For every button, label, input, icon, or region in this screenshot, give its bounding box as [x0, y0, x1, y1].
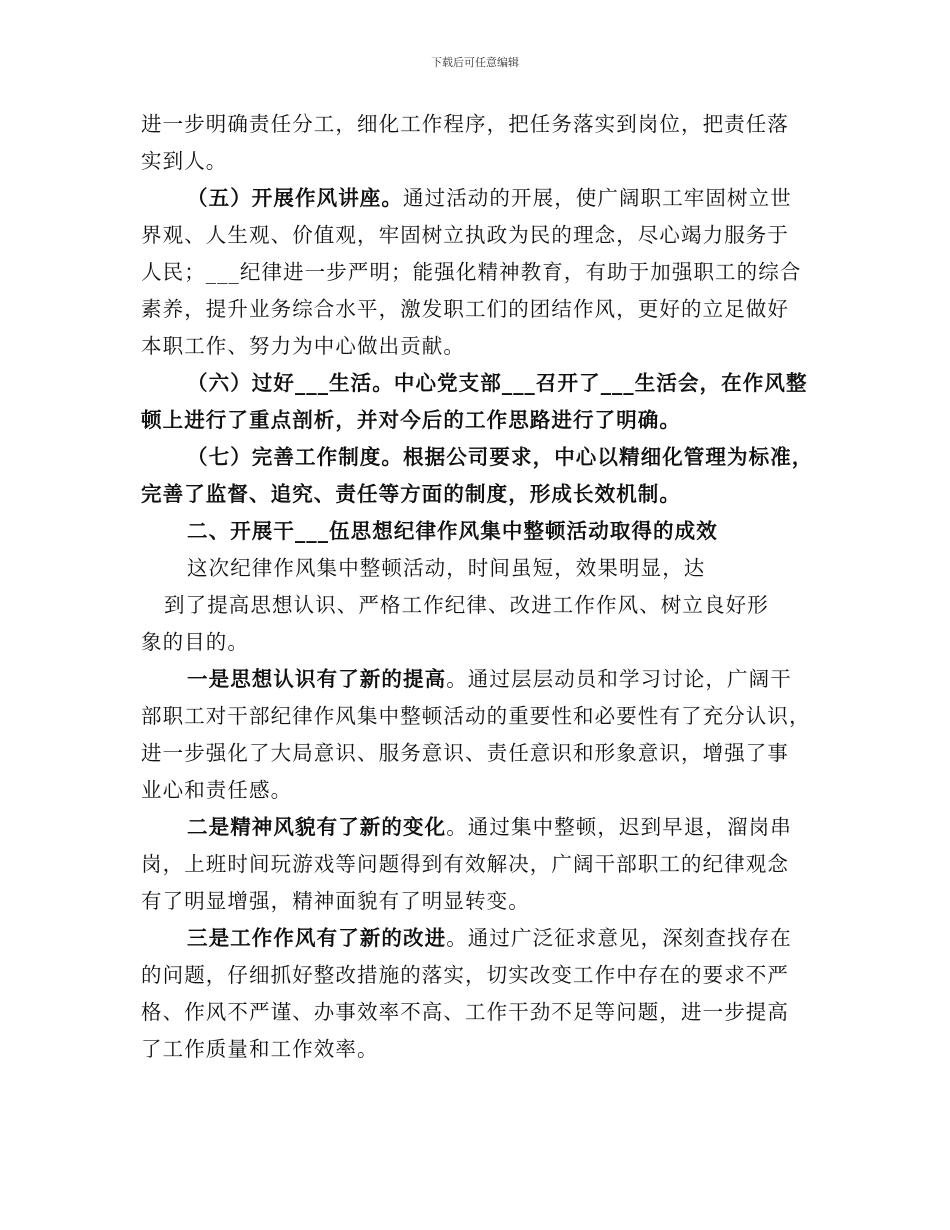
- paragraph-line: 岗，上班时间玩游戏等问题得到有效解决，广阔干部职工的纪律观念: [141, 852, 789, 876]
- paragraph-lead: 一是思想认识有了新的提高: [187, 667, 447, 691]
- paragraph-8: [141, 661, 811, 809]
- paragraph-line: 。通过广泛征求意见，深刻查找存在: [446, 926, 792, 950]
- paragraph-line: 业心和责任感。: [141, 778, 293, 802]
- paragraph-line: 这次纪律作风集中整顿活动，时间虽短，效果明显，达: [187, 556, 706, 580]
- paragraph-line: 界观、人生观、价值观，牢固树立执政为民的理念，尽心竭力服务于: [141, 223, 789, 247]
- paragraph-line: （六）过好___生活。中心党支部___召开了___生活会，在作风整: [187, 371, 808, 395]
- paragraph-line: 素养，提升业务综合水平，激发职工们的团结作风，更好的立足做好: [141, 297, 789, 321]
- paragraph-line: 通过活动的开展，使广阔职工牢固树立世: [403, 186, 792, 210]
- paragraph-1: [141, 106, 811, 180]
- document-body: [141, 106, 814, 1068]
- paragraph-line: 顿上进行了重点剖析，并对今后的工作思路进行了明确。: [141, 408, 681, 432]
- paragraph-lead: 二是精神风貌有了新的变化: [187, 815, 447, 839]
- paragraph-lead: 三是工作作风有了新的改进: [187, 926, 447, 950]
- paragraph-line: 到了提高思想认识、严格工作纪律、改进工作作风、树立良好形: [164, 593, 769, 617]
- paragraph-line: 了工作质量和工作效率。: [141, 1037, 379, 1061]
- paragraph-6: [141, 550, 811, 587]
- section-heading: [141, 513, 811, 550]
- paragraph-line: 进一步明确责任分工，细化工作程序，把任务落实到岗位，把责任落: [141, 112, 789, 136]
- paragraph-line: 完善了监督、追究、责任等方面的制度，形成长效机制。: [141, 482, 681, 506]
- paragraph-10: [141, 920, 811, 1068]
- paragraph-line: 象的目的。: [141, 630, 249, 654]
- paragraph-line: 。通过集中整顿，迟到早退，溜岗串: [446, 815, 792, 839]
- paragraph-line: （七）完善工作制度。根据公司要求，中心以精细化管理为标准，: [187, 445, 814, 469]
- paragraph-line: 。通过层层动员和学习讨论，广阔干: [446, 667, 792, 691]
- paragraph-7: [141, 587, 811, 661]
- paragraph-line: 格、作风不严谨、办事效率不高、工作干劲不足等问题，进一步提高: [141, 1000, 789, 1024]
- paragraph-line: 的问题，仔细抓好整改措施的落实，切实改变工作中存在的要求不严: [141, 963, 789, 987]
- paragraph-line: 二、开展干___伍思想纪律作风集中整顿活动取得的成效: [187, 519, 718, 543]
- paragraph-line: 进一步强化了大局意识、服务意识、责任意识和形象意识，增强了事: [141, 741, 789, 765]
- paragraph-line: 本职工作、努力为中心做出贡献。: [141, 334, 465, 358]
- paragraph-line: 实到人。: [141, 149, 228, 173]
- paragraph-line: 有了明显增强，精神面貌有了明显转变。: [141, 889, 530, 913]
- paragraph-line: 部职工对干部纪律作风集中整顿活动的重要性和必要性有了充分认识，: [141, 704, 811, 728]
- paragraph-4: [141, 439, 814, 513]
- paragraph-3: [141, 365, 811, 439]
- paragraph-9: [141, 809, 811, 920]
- paragraph-2: [141, 180, 811, 365]
- page-header: 下载后可任意编辑: [431, 56, 519, 69]
- paragraph-line: 人民；___纪律进一步严明；能强化精神教育，有助于加强职工的综合: [141, 260, 802, 284]
- paragraph-lead: （五）开展作风讲座。: [187, 186, 403, 210]
